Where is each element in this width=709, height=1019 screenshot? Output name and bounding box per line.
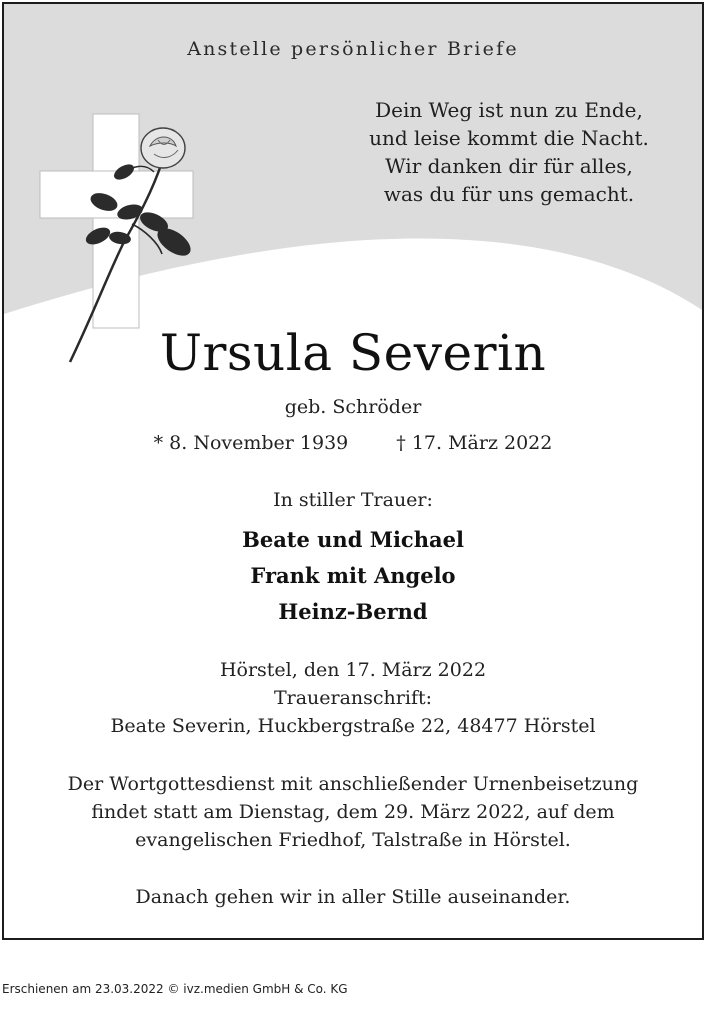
poem-line: Wir danken dir für alles, bbox=[385, 154, 633, 178]
place-date-line: Hörstel, den 17. März 2022 bbox=[219, 659, 487, 681]
address-label: Traueranschrift: bbox=[273, 687, 433, 709]
service-line: findet statt am Dienstag, dem 29. März 2022, auf dem bbox=[91, 801, 615, 823]
service-line: Der Wortgottesdienst mit anschließender Urnenbeisetzung bbox=[67, 773, 639, 795]
publication-footer: Erschienen am 23.03.2022 © ivz.medien GmbH & Co. KG bbox=[2, 982, 348, 996]
place-and-address bbox=[4, 656, 702, 740]
birth-date: * 8. November 1939 bbox=[153, 432, 349, 454]
mourner-name: Frank mit Angelo bbox=[250, 563, 456, 588]
header-title: Anstelle persönlicher Briefe bbox=[187, 38, 519, 60]
service-line: evangelischen Friedhof, Talstraße in Hörstel. bbox=[135, 829, 571, 851]
life-dates bbox=[4, 432, 702, 454]
death-date: † 17. März 2022 bbox=[396, 432, 553, 454]
poem-line: was du für uns gemacht. bbox=[383, 182, 635, 206]
service-info bbox=[4, 770, 702, 854]
birth-name: geb. Schröder bbox=[284, 396, 422, 418]
mourner-name: Beate und Michael bbox=[242, 527, 464, 552]
deceased-name: Ursula Severin bbox=[159, 324, 547, 382]
mourner-names bbox=[4, 522, 702, 630]
address-line: Beate Severin, Huckbergstraße 22, 48477 Hörstel bbox=[110, 715, 596, 737]
poem-line: Dein Weg ist nun zu Ende, bbox=[375, 98, 643, 122]
poem bbox=[339, 96, 679, 208]
closing-text: Danach gehen wir in aller Stille auseinander. bbox=[135, 886, 571, 908]
mourner-name: Heinz-Bernd bbox=[278, 599, 428, 624]
poem-line: und leise kommt die Nacht. bbox=[369, 126, 649, 150]
obituary-card bbox=[2, 2, 704, 940]
mourning-intro: In stiller Trauer: bbox=[273, 489, 433, 511]
